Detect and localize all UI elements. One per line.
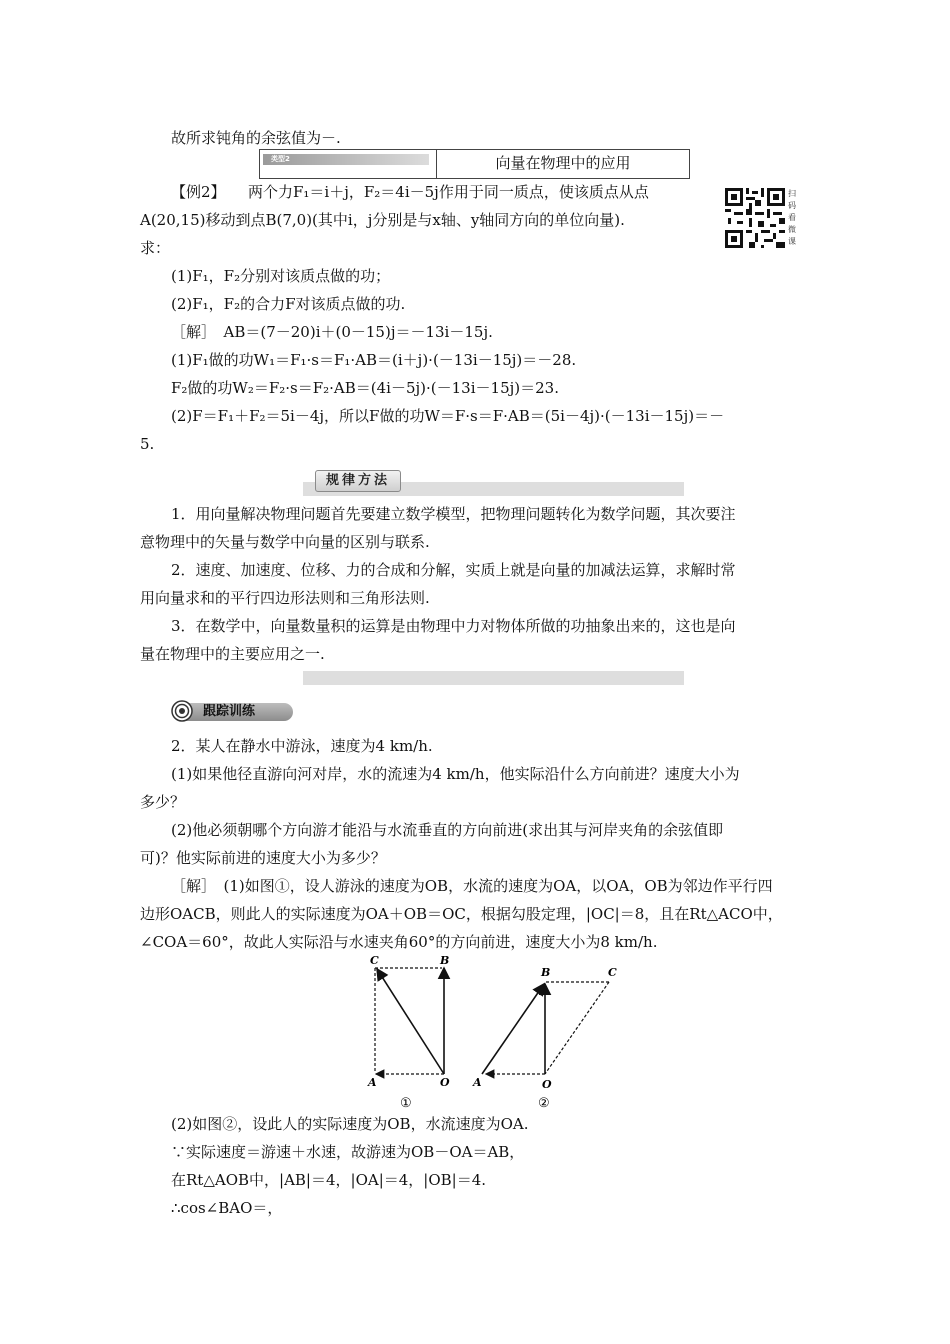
follow-heading	[171, 699, 293, 725]
training-0: 2．某人在静水中游泳，速度为4 km/h.	[171, 737, 433, 755]
method-2a: 2．速度、加速度、位移、力的合成和分解，实质上就是向量的加减法运算，求解时常	[171, 561, 736, 579]
fig2-label-a: A	[473, 1076, 482, 1089]
training-1b: 多少？	[140, 793, 186, 811]
qr-code-icon[interactable]	[725, 188, 785, 248]
figure-2	[468, 962, 628, 1112]
method-1a: 1．用向量解决物理问题首先要建立数学模型，把物理问题转化为数学问题，其次要注	[171, 505, 736, 523]
figure-1	[360, 952, 470, 1112]
solution-4: 5.	[140, 435, 155, 453]
follow-heading-label: 跟踪训练	[203, 704, 256, 719]
method-heading-label: 规律方法	[315, 470, 401, 492]
method-1b: 意物理中的矢量与数学中向量的区别与联系.	[140, 533, 430, 551]
qr-caption: 扫码看微课	[788, 189, 796, 246]
training-2a: (2)他必须朝哪个方向游才能沿与水流垂直的方向前进(求出其与河岸夹角的余弦值即	[171, 821, 724, 839]
fig2-label-o: O	[542, 1078, 552, 1091]
method-3a: 3．在数学中，向量数量积的运算是由物理中力对物体所做的功抽象出来的，这也是向	[171, 617, 736, 635]
conclusion-line: 故所求钝角的余弦值为－.	[171, 129, 341, 147]
fig2-number: ②	[538, 1096, 550, 1111]
question-1: (1)F₁，F₂分别对该质点做的功；	[171, 267, 391, 285]
part2-1: (2)如图②，设此人的实际速度为OB，水流速度为OA.	[171, 1115, 529, 1133]
type-tag: 类型2	[263, 154, 429, 165]
target-icon	[171, 700, 193, 722]
method-2b: 用向量求和的平行四边形法则和三角形法则.	[140, 589, 430, 607]
solution-2: F₂做的功W₂＝F₂·s＝F₂·AB＝(4i－5j)·(－13i－15j)＝23.	[171, 379, 559, 397]
solution-3: (2)F＝F₁＋F₂＝5i－4j，所以F做的功W＝F·s＝F·AB＝(5i－4j)·(－13i－15j)＝－	[171, 407, 725, 425]
fig2-label-c: C	[608, 966, 617, 979]
example-text-2: A(20,15)移动到点B(7,0)(其中i，j分别是与x轴、y轴同方向的单位向量).	[140, 211, 625, 229]
method-heading	[303, 470, 684, 496]
example-text-1: 两个力F₁＝i＋j，F₂＝4i－5j作用于同一质点，使该质点从点	[248, 183, 649, 201]
fig1-label-a: A	[368, 1076, 377, 1089]
answer-2: 边形OACB，则此人的实际速度为OA＋OB＝OC，根据勾股定理，|OC|＝8，且在Rt△ACO中，	[140, 905, 783, 923]
part2-2: ∵实际速度＝游速＋水速，故游速为OB－OA＝AB，	[171, 1143, 525, 1161]
question-2: (2)F₁，F₂的合力F对该质点做的功.	[171, 295, 406, 313]
divider-bar	[303, 671, 684, 685]
answer-1: ［解］ (1)如图①，设人游泳的速度为OB，水流的速度为OA，以OA，OB为邻边作平行四	[171, 877, 773, 895]
section-title: 向量在物理中的应用	[495, 154, 631, 172]
fig1-number: ①	[400, 1096, 412, 1111]
fig2-label-b: B	[541, 966, 551, 979]
part2-4: ∴cos∠BAO＝，	[171, 1199, 283, 1217]
solution-0: ［解］ AB＝(7－20)i＋(0－15)j＝－13i－15j.	[171, 323, 493, 341]
part2-3: 在Rt△AOB中，|AB|＝4，|OA|＝4，|OB|＝4.	[171, 1171, 487, 1189]
training-1a: (1)如果他径直游向河对岸，水的流速为4 km/h，他实际沿什么方向前进？速度大小为	[171, 765, 740, 783]
example-text-3: 求：	[140, 239, 171, 257]
method-3b: 量在物理中的主要应用之一.	[140, 645, 325, 663]
fig1-label-c: C	[370, 954, 379, 967]
section-type-box	[259, 149, 690, 179]
fig1-label-b: B	[440, 954, 450, 967]
example-label: 【例2】	[171, 183, 226, 201]
fig1-label-o: O	[440, 1076, 450, 1089]
answer-3: ∠COA＝60°，故此人实际沿与水速夹角60°的方向前进，速度大小为8 km/h.	[140, 933, 658, 951]
training-2b: 可)？他实际前进的速度大小为多少？	[140, 849, 386, 867]
solution-1: (1)F₁做的功W₁＝F₁·s＝F₁·AB＝(i＋j)·(－13i－15j)＝－28.	[171, 351, 577, 369]
